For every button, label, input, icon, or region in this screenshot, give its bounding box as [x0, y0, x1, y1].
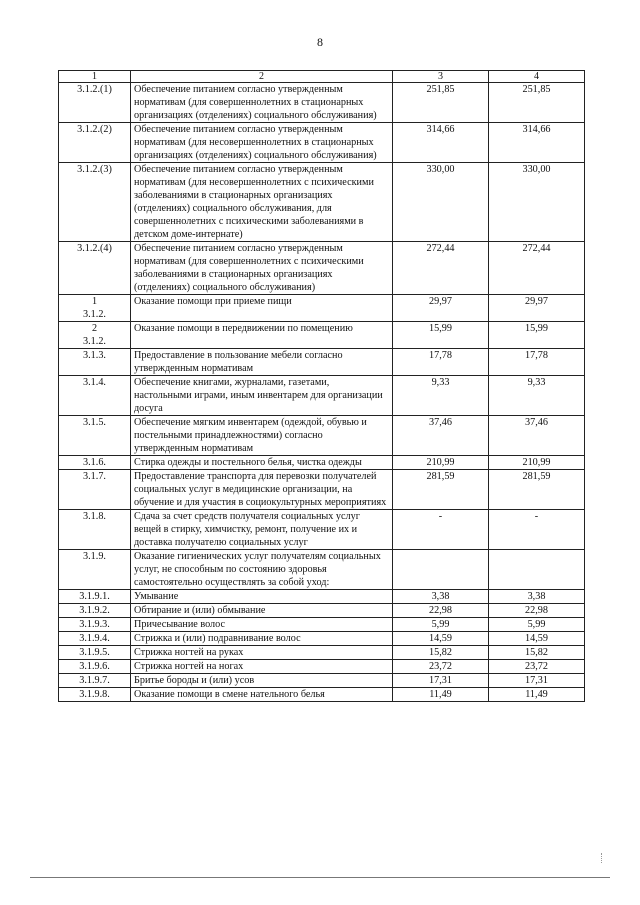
row-code: 3.1.9.4. [59, 632, 131, 646]
row-value-col4: 11,49 [489, 688, 585, 702]
table-row [59, 590, 585, 604]
table-row [59, 123, 585, 163]
row-value-col3: - [393, 510, 489, 550]
row-code [59, 295, 131, 322]
row-description: Умывание [131, 590, 393, 604]
table-row [59, 674, 585, 688]
row-code: 3.1.2.(4) [59, 242, 131, 295]
row-description: Обеспечение питанием согласно утвержденным нормативам (для несовершеннолетних в стационарных организациях (отделениях) социального обслуживания) [131, 123, 393, 163]
row-description: Сдача за счет средств получателя социальных услуг вещей в стирку, химчистку, ремонт, получение их и доставка получателю социальных услуг [131, 510, 393, 550]
table-row [59, 416, 585, 456]
row-description: Обеспечение питанием согласно утвержденным нормативам (для несовершеннолетних с психическими заболеваниями в стационарных организациях (отделениях) социального обслуживания, для совершеннолетних с психическими заболеваниями в детском доме-интернате) [131, 163, 393, 242]
row-code-bottom: 3.1.2. [83, 336, 106, 347]
row-code: 3.1.5. [59, 416, 131, 456]
table-row [59, 349, 585, 376]
row-value-col3: 11,49 [393, 688, 489, 702]
row-value-col4: 15,99 [489, 322, 585, 349]
row-value-col3: 14,59 [393, 632, 489, 646]
row-code: 3.1.7. [59, 470, 131, 510]
row-value-col4: 29,97 [489, 295, 585, 322]
row-description: Предоставление в пользование мебели согласно утвержденным нормативам [131, 349, 393, 376]
row-code: 3.1.9.2. [59, 604, 131, 618]
row-description: Обеспечение мягким инвентарем (одеждой, обувью и постельными принадлежностями) согласно утвержденным нормативам [131, 416, 393, 456]
table-row [59, 510, 585, 550]
row-code-top: 1 [91, 296, 98, 307]
table-row [59, 646, 585, 660]
row-description: Обеспечение питанием согласно утвержденным нормативам (для совершеннолетних в стационарных организациях (отделениях) социального обслуживания) [131, 83, 393, 123]
table-header-row [59, 71, 585, 83]
table-row [59, 550, 585, 590]
row-value-col4: 251,85 [489, 83, 585, 123]
column-header: 2 [131, 71, 393, 83]
row-description: Причесывание волос [131, 618, 393, 632]
row-value-col3: 29,97 [393, 295, 489, 322]
row-value-col3: 17,31 [393, 674, 489, 688]
row-value-col4 [489, 550, 585, 590]
row-value-col4: 37,46 [489, 416, 585, 456]
row-value-col4: 210,99 [489, 456, 585, 470]
column-header: 1 [59, 71, 131, 83]
row-value-col3: 17,78 [393, 349, 489, 376]
row-value-col4: 314,66 [489, 123, 585, 163]
row-value-col4: 17,31 [489, 674, 585, 688]
row-description: Стрижка и (или) подравнивание волос [131, 632, 393, 646]
row-value-col4: 330,00 [489, 163, 585, 242]
row-value-col3: 23,72 [393, 660, 489, 674]
row-code: 3.1.2.(2) [59, 123, 131, 163]
row-code: 3.1.9.8. [59, 688, 131, 702]
row-value-col4: 281,59 [489, 470, 585, 510]
row-code-top: 2 [91, 323, 98, 334]
row-description: Обеспечение книгами, журналами, газетами, настольными играми, иным инвентарем для организации досуга [131, 376, 393, 416]
row-value-col4: 5,99 [489, 618, 585, 632]
row-code: 3.1.9. [59, 550, 131, 590]
row-value-col3: 15,99 [393, 322, 489, 349]
row-value-col3: 3,38 [393, 590, 489, 604]
page-number: 8 [317, 35, 323, 49]
row-value-col3: 5,99 [393, 618, 489, 632]
row-value-col4: 15,82 [489, 646, 585, 660]
row-description: Оказание помощи при приеме пищи [131, 295, 393, 322]
row-description: Обеспечение питанием согласно утвержденным нормативам (для совершеннолетних с психическими заболеваниями в стационарных организациях (отделениях) социального обслуживания) [131, 242, 393, 295]
row-value-col3: 22,98 [393, 604, 489, 618]
row-description: Стрижка ногтей на руках [131, 646, 393, 660]
row-value-col3: 210,99 [393, 456, 489, 470]
table-row [59, 604, 585, 618]
column-header: 3 [393, 71, 489, 83]
row-code: 3.1.9.1. [59, 590, 131, 604]
row-code: 3.1.2.(3) [59, 163, 131, 242]
row-value-col3: 272,44 [393, 242, 489, 295]
row-value-col3: 314,66 [393, 123, 489, 163]
margin-mark [601, 853, 602, 863]
row-value-col4: 9,33 [489, 376, 585, 416]
bottom-rule [30, 877, 610, 878]
tariff-table [58, 70, 585, 702]
table-row [59, 163, 585, 242]
row-description: Оказание помощи в передвижении по помещению [131, 322, 393, 349]
table-row [59, 295, 585, 322]
row-code [59, 322, 131, 349]
row-code: 3.1.3. [59, 349, 131, 376]
row-description: Оказание гигиенических услуг получателям социальных услуг, не способным по состоянию здоровья самостоятельно осуществлять за собой уход: [131, 550, 393, 590]
row-value-col4: 3,38 [489, 590, 585, 604]
row-code: 3.1.8. [59, 510, 131, 550]
table-row [59, 456, 585, 470]
row-code: 3.1.2.(1) [59, 83, 131, 123]
row-code: 3.1.4. [59, 376, 131, 416]
row-description: Стрижка ногтей на ногах [131, 660, 393, 674]
table-row [59, 322, 585, 349]
table-row [59, 688, 585, 702]
row-code-bottom: 3.1.2. [83, 309, 106, 320]
row-description: Стирка одежды и постельного белья, чистка одежды [131, 456, 393, 470]
row-code: 3.1.9.7. [59, 674, 131, 688]
column-header: 4 [489, 71, 585, 83]
row-value-col3 [393, 550, 489, 590]
row-value-col3: 37,46 [393, 416, 489, 456]
row-description: Бритье бороды и (или) усов [131, 674, 393, 688]
row-value-col3: 330,00 [393, 163, 489, 242]
table-row [59, 242, 585, 295]
row-value-col3: 15,82 [393, 646, 489, 660]
table-row [59, 660, 585, 674]
row-value-col3: 9,33 [393, 376, 489, 416]
row-code: 3.1.6. [59, 456, 131, 470]
table-row [59, 83, 585, 123]
row-description: Предоставление транспорта для перевозки получателей социальных услуг в медицинские организации, на обучение и для участия в социокультурных мероприятиях [131, 470, 393, 510]
row-description: Оказание помощи в смене нательного белья [131, 688, 393, 702]
row-value-col4: 17,78 [489, 349, 585, 376]
row-value-col4: 22,98 [489, 604, 585, 618]
row-value-col3: 281,59 [393, 470, 489, 510]
row-value-col4: 272,44 [489, 242, 585, 295]
row-value-col4: 23,72 [489, 660, 585, 674]
row-value-col4: 14,59 [489, 632, 585, 646]
row-code: 3.1.9.3. [59, 618, 131, 632]
table-row [59, 470, 585, 510]
table-row [59, 632, 585, 646]
row-value-col3: 251,85 [393, 83, 489, 123]
row-code: 3.1.9.6. [59, 660, 131, 674]
row-description: Обтирание и (или) обмывание [131, 604, 393, 618]
row-code: 3.1.9.5. [59, 646, 131, 660]
row-value-col4: - [489, 510, 585, 550]
table-row [59, 618, 585, 632]
table-row [59, 376, 585, 416]
